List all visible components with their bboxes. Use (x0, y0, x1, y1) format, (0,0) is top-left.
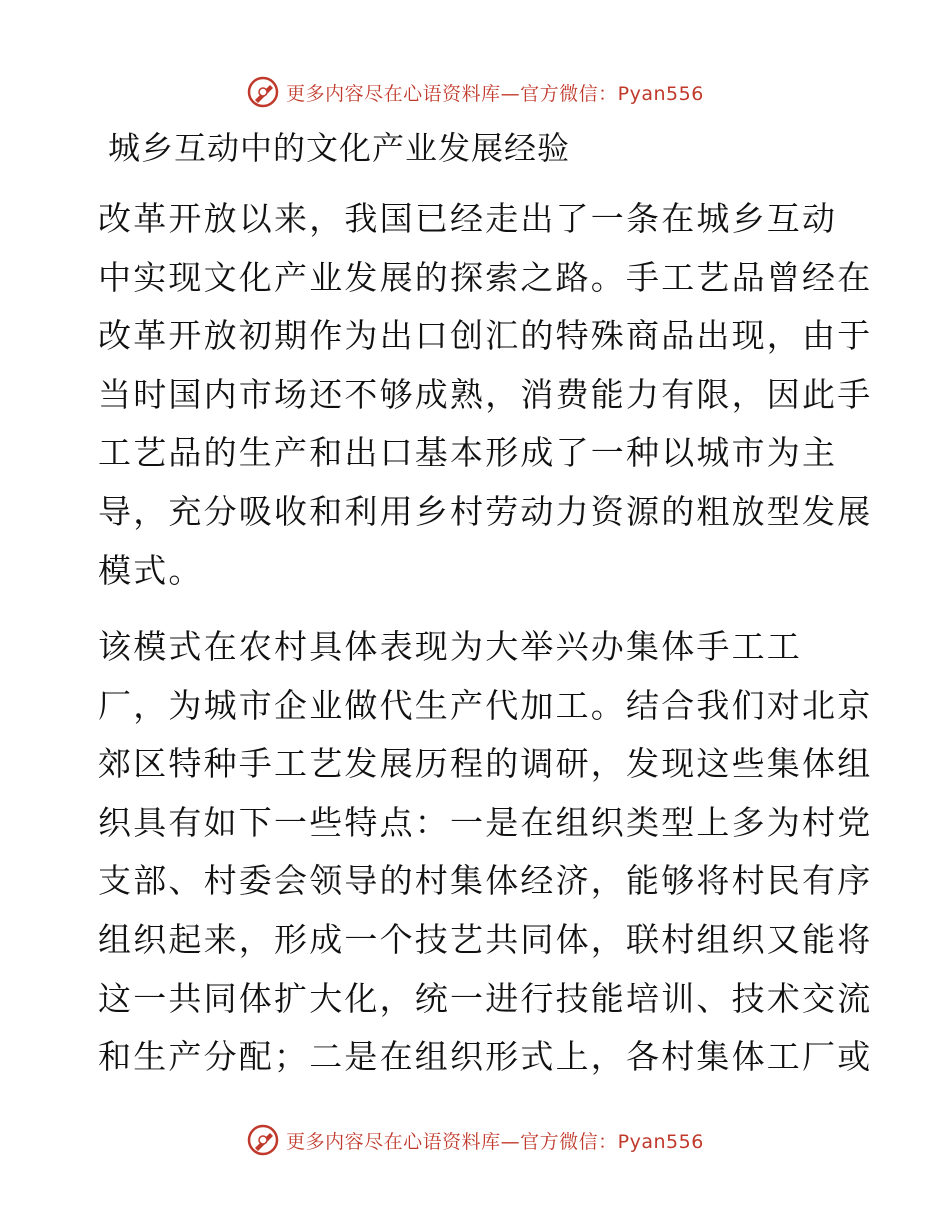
footer-banner (0, 1118, 950, 1162)
footer-banner-text: 更多内容尽在心语资料库—官方微信：Pyan556 (286, 1130, 704, 1153)
paragraph-line: 当时国内市场还不够成熟，消费能力有限，因此手 (98, 374, 873, 414)
paragraph-2 (98, 618, 873, 1087)
paragraph-line: 这一共同体扩大化，统一进行技能培训、技术交流 (98, 978, 873, 1018)
paragraph-line: 该模式在农村具体表现为大举兴办集体手工工 (98, 627, 802, 666)
paragraph-line: 厂，为城市企业做代生产代加工。结合我们对北京 (98, 685, 873, 725)
paragraph-line: 工艺品的生产和出口基本形成了一种以城市为主 (98, 433, 838, 473)
paragraph-line: 支部、村委会领导的村集体经济，能够将村民有序 (98, 861, 873, 901)
paragraph-1 (98, 190, 873, 600)
header-banner (0, 70, 950, 114)
paragraph-line: 郊区特种手工艺发展历程的调研，发现这些集体组 (98, 744, 873, 784)
paragraph-line: 织具有如下一些特点：一是在组织类型上多为村党 (98, 802, 873, 842)
paragraph-line: 和生产分配；二是在组织形式上，各村集体工厂或 (98, 1037, 873, 1077)
paragraph-line: 改革开放以来，我国已经走出了一条在城乡互动 (98, 199, 838, 238)
pen-nib-logo-icon (246, 75, 280, 109)
paragraph-line: 组织起来，形成一个技艺共同体，联村组织又能将 (98, 919, 873, 959)
paragraph-line: 导，充分吸收和利用乡村劳动力资源的粗放型发展 (98, 491, 873, 531)
header-banner-text: 更多内容尽在心语资料库—官方微信：Pyan556 (286, 82, 704, 105)
paragraph-line: 改革开放初期作为出口创汇的特殊商品出现，由于 (98, 316, 873, 356)
document-title: 城乡互动中的文化产业发展经验 (108, 129, 571, 167)
pen-nib-logo-icon (246, 1123, 280, 1157)
paragraph-line: 模式。 (98, 550, 204, 590)
paragraph-line: 中实现文化产业发展的探索之路。手工艺品曾经在 (98, 257, 873, 297)
